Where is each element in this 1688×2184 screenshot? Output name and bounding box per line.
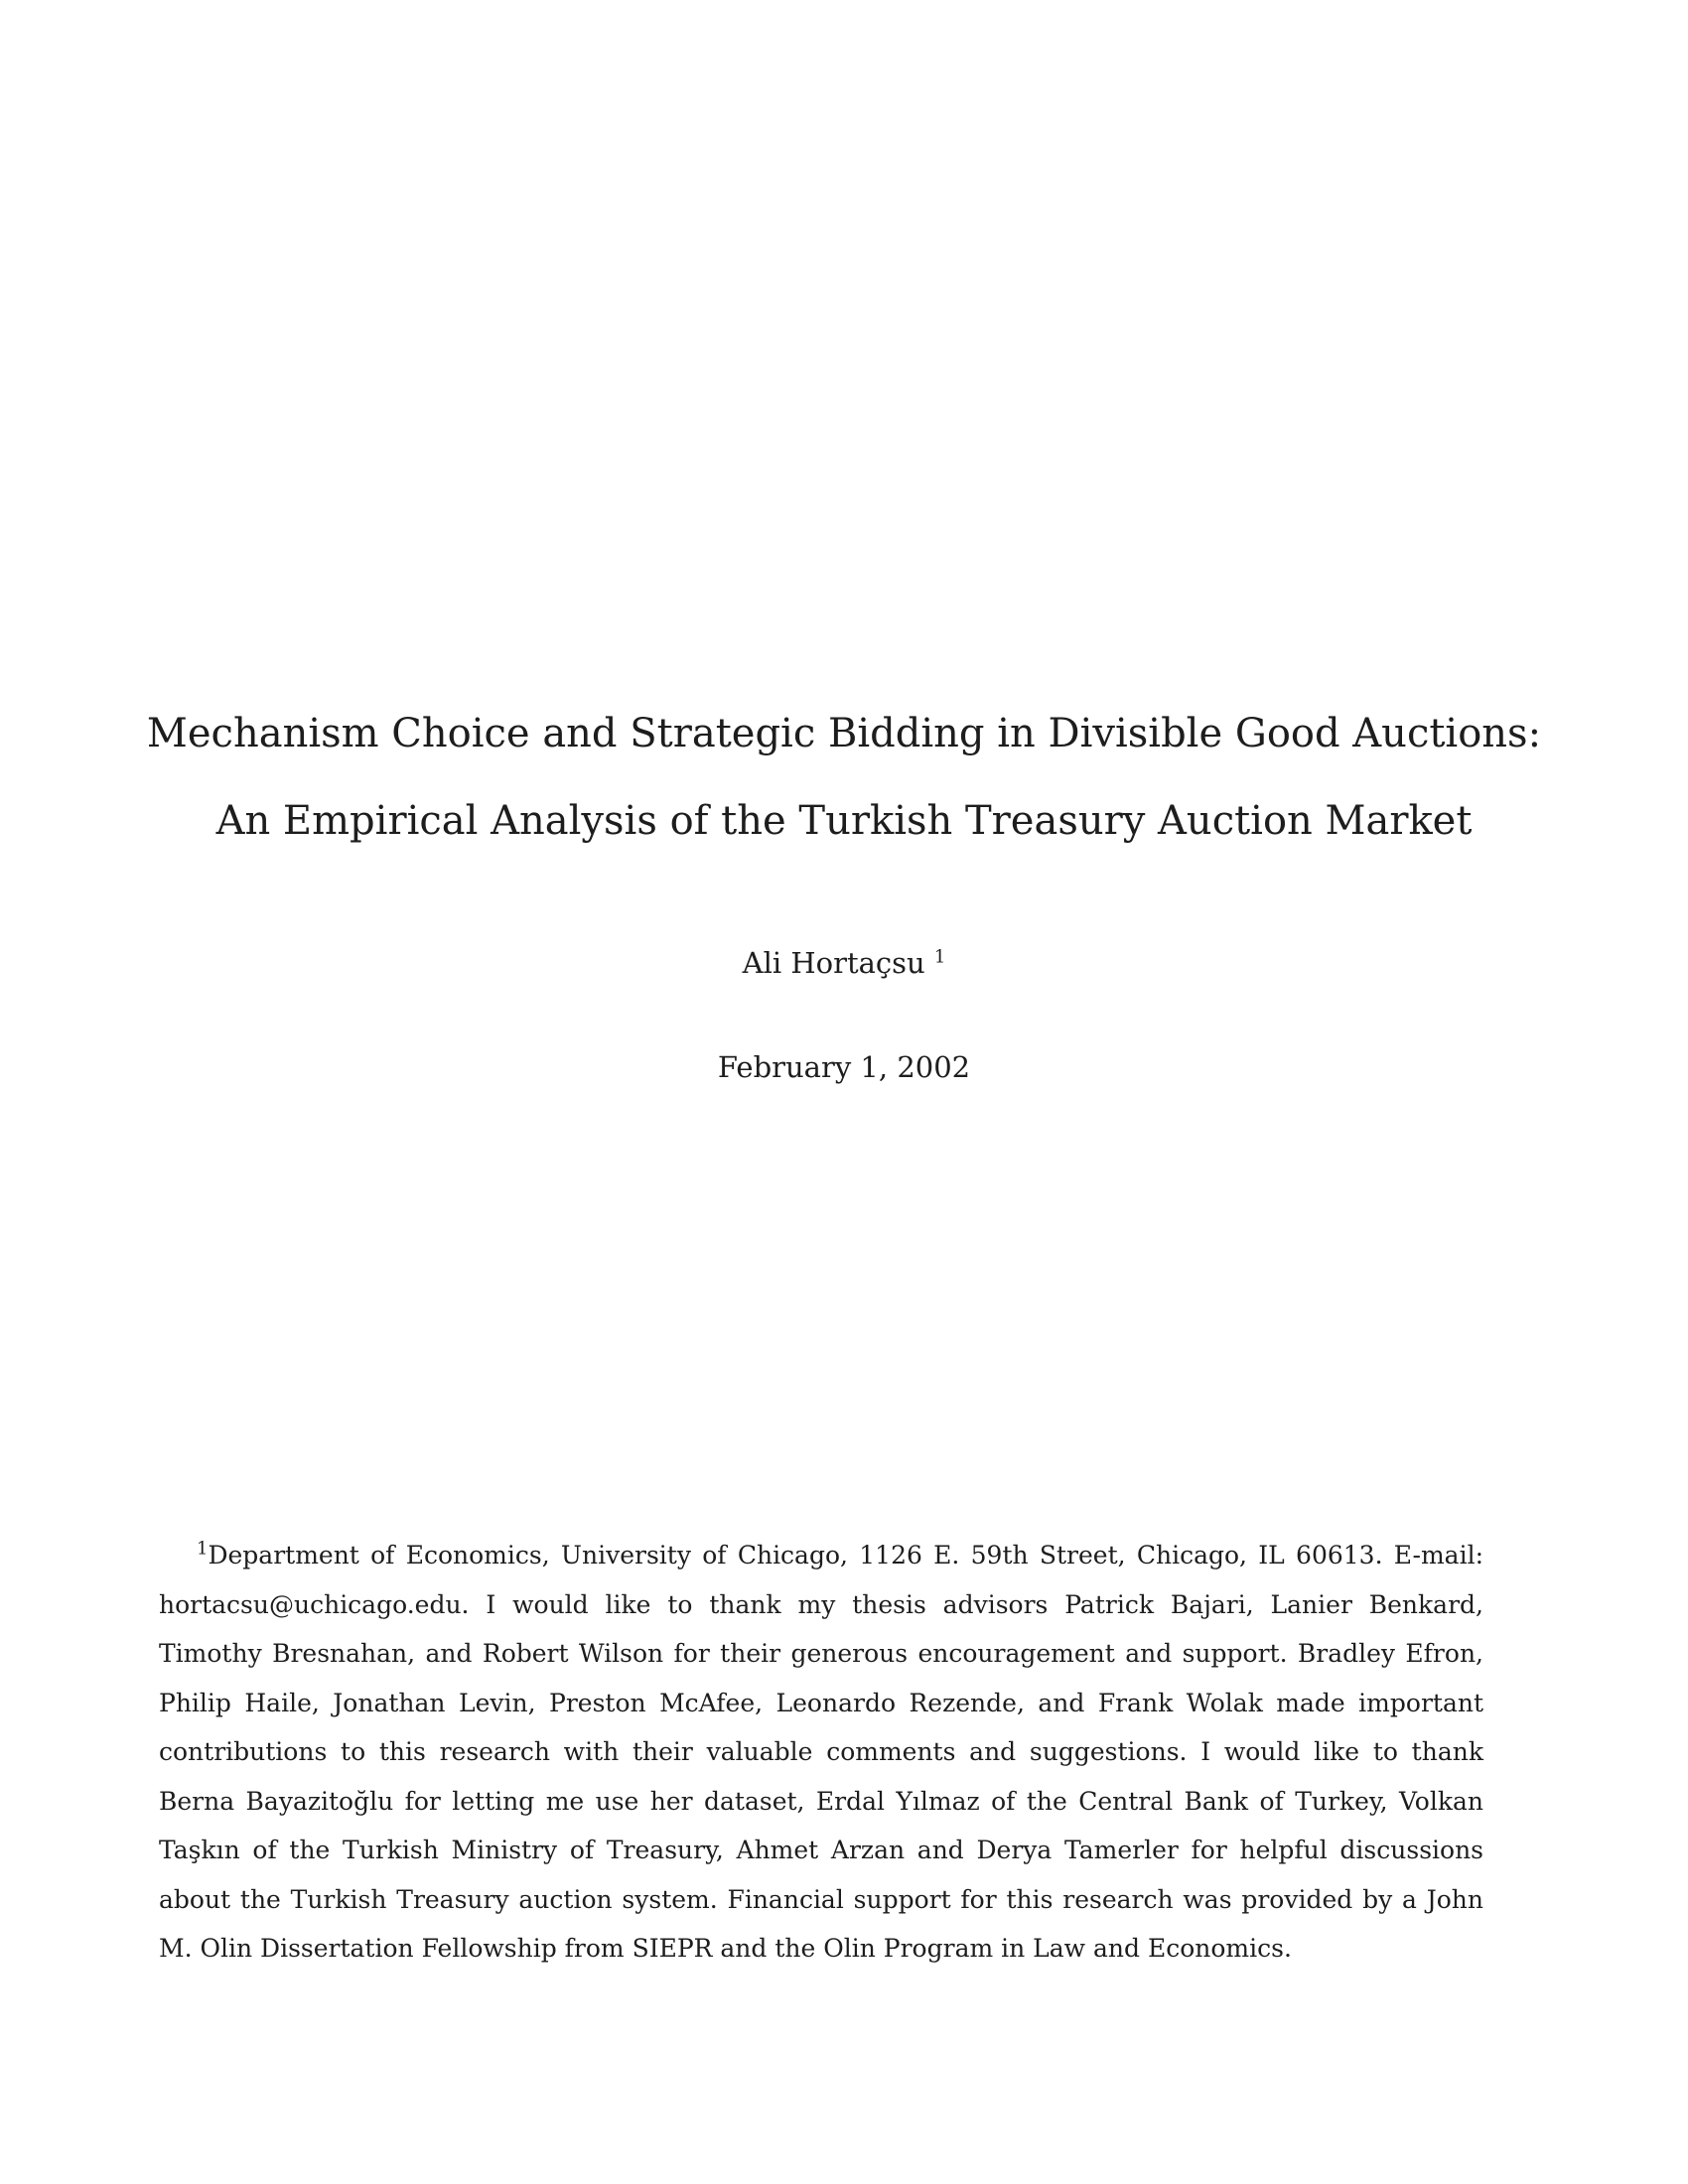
publication-date: February 1, 2002 xyxy=(717,1050,971,1084)
author-name: Ali Hortaçsu xyxy=(742,946,925,980)
title-line-2: An Empirical Analysis of the Turkish Treasury Auction Market xyxy=(215,798,1473,844)
title-line-1: Mechanism Choice and Strategic Bidding in Divisible Good Auctions: xyxy=(146,711,1542,756)
author-footnote-marker: 1 xyxy=(933,946,946,968)
footnote-marker: 1 xyxy=(197,1538,209,1560)
footnote xyxy=(159,1531,1483,1974)
footnote-text: Department of Economics, University of Chicago, 1126 E. 59th Street, Chicago, IL 60613. E-mail: hortacsu@uchicago.edu. I would like to thank my thesis advisors Patrick Bajari, Lanier Benkard, Timothy Bresnahan, and Robert Wilson for their generous encouragement and support. Bradley Efron, Philip Haile, Jonathan Levin, Preston McAfee, Leonardo Rezende, and Frank Wolak made important contributions to this research with their valuable comments and suggestions. I would like to thank Berna Bayazitoğlu for letting me use her dataset, Erdal Yılmaz of the Central Bank of Turkey, Volkan Taşkın of the Turkish Ministry of Treasury, Ahmet Arzan and Derya Tamerler for helpful discussions about the Turkish Treasury auction system. Financial support for this research was provided by a John M. Olin Dissertation Fellowship from SIEPR and the Olin Program in Law and Economics. xyxy=(159,1541,1483,1963)
author-line xyxy=(139,943,1549,983)
paper-title xyxy=(139,690,1549,865)
